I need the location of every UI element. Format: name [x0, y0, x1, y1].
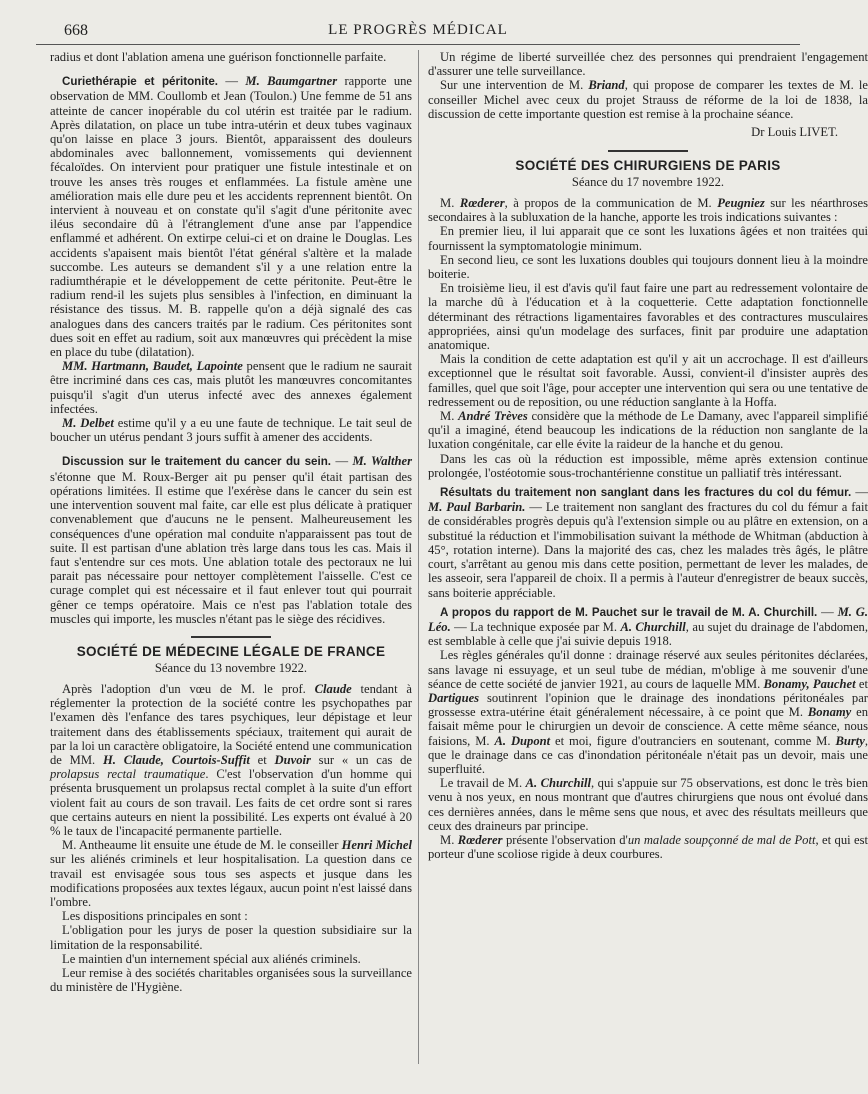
section-title: SOCIÉTÉ DE MÉDECINE LÉGALE DE FRANCE	[76, 643, 386, 659]
author-name: M. Paul Barbarin.	[428, 500, 526, 515]
paragraph-text: M.	[440, 832, 458, 847]
right-column	[428, 50, 868, 1094]
paragraph-text: , qui s'appuie sur 75 observations, est donc le très bien venu à nos yeux, en nous montrant que d'autres chirurgiens que nous ont évolué dans ces dernières années, dans le même sens que nous, et avec des résultats meilleurs que ceux des draineurs par principe.	[428, 776, 868, 833]
author-name: Bonamy, Pauchet	[763, 676, 856, 691]
paragraph-roederer	[428, 196, 868, 224]
paragraph-text: estime qu'il y a eu une faute de technique. Le tait seul de boucher un utérus pendant 3 jours suffit à amener des accidents.	[50, 416, 412, 445]
italic-text: prolapsus rectal traumatique	[50, 767, 206, 782]
author-name: MM. Hartmann, Baudet, Lapointe	[62, 359, 243, 374]
author-name: Burty	[835, 733, 865, 748]
paragraph-regles	[428, 648, 868, 776]
paragraph-hartmann	[50, 359, 412, 416]
page-header	[36, 0, 800, 45]
paragraph: En premier lieu, il lui apparait que ce sont les luxations âgées et non traitées qui fournissent la symptomatologie minimum.	[428, 224, 868, 253]
paragraph-text: en faisait même pour le chirurgien un devoir de conscience. A cette même séance, nous faisions, M.	[428, 705, 868, 748]
section-rule	[608, 150, 688, 152]
paragraph-text: — La technique exposée par M.	[450, 619, 621, 634]
paragraph-text: pensent que le radium ne saurait être incriminé dans ces cas, mais plutôt les manœuvres concomitantes puisqu'il s'agit d'un uterus infecté avec des annexes également infectées.	[50, 359, 412, 416]
paragraph-text: Sur une intervention de M.	[440, 78, 589, 93]
paragraph-text: rapporte une observation de MM. Coullomb et Jean (Toulon.) Une femme de 51 ans atteinte de cancer inopérable du col utérin est traitée par le radium. Après dilatation, on place un tube intra-utérin et deux tubes vaginaux qu'on laisse en place 3 jours. Bientôt, apparaissent des douleurs abdominales avec ballonnement, vomissements qui deviennent fécaloïdes. On intervient pour pratiquer une fistule intestinale et on trouve les anses très rouges et enflammées. La fistule amène une amélioration mais elle dure peu et les accidents reprennent bientôt. On intervient à nouveau et on constate qu'il s'agit d'une péritonite avec iléus secondaire dû à l'étranglement d'une anse par l'appendice enflammé et adhérent. On extirpe celui-ci et on draine le Douglas. Les accidents s'apaisent mais bientôt l'état général s'altère et la malade succombe. Les auteurs se demandent s'il y a une relation entre la radiumthérapie et le développement de cette péritonite. Peut-être le radium rend-il les sujets plus sensibles à l'infection, en diminuant la résistance des tissus. M. B. rappelle qu'on a déjà signalé des cas analogues dans des cancers traités par le radium. Ces péritonites sont dues soit en effet au radium, soit aux manœuvres qui précèdent la mise en place du tube (dilatation).	[50, 74, 413, 360]
paragraph-antheaume	[50, 838, 412, 909]
paragraph-pauchet: A propos du rapport de M. Pauchet sur le travail de M. A. Churchill. — M. G. Léo. — La technique exposée par M. A. Churchill, au sujet du drainage de l'abdomen, est semblable à celle que j'ai suivie depuis 1918.	[428, 604, 868, 649]
paragraph-claude	[50, 682, 412, 838]
author-name: A. Dupont	[494, 733, 551, 748]
paragraph-text: Les règles générales qu'il donne : drainage réservé aux seules péritonites déclarées, sans lavage ni essuyage, et un seul tube de médian, m'oblige à me souvenir d'une séance de cette société de janvier 1921, au cours de laquelle MM.	[428, 648, 868, 691]
paragraph: Mais la condition de cette adaptation est qu'il y ait un accrochage. Il est d'ailleurs exceptionnel que le résultat soit favorable. Aussi, convient-il d'insister auprès des familles, quel que soit l'âge, pour accepter une intervention qui sera ou une tentative de redressement ou de reposition, ou une réduction sanglante à la Hoffa.	[428, 352, 868, 409]
paragraph-text: Le travail de M.	[440, 776, 526, 791]
section-title: SOCIÉTÉ DES CHIRURGIENS DE PARIS	[515, 158, 781, 174]
paragraph-text: , qui propose de comparer les textes de M. le conseiller Michel avec ceux du projet Strauss de réforme de la loi de 1838, la discussion de cette importante question est remise à la prochaine séance.	[428, 78, 868, 121]
paragraph: Les dispositions principales en sont :	[62, 909, 248, 924]
paragraph-text: M. Antheaume lit ensuite une étude de M. le conseiller	[62, 838, 342, 853]
paragraph-text: considère que la méthode de Le Damany, avec l'appareil simplifié qu'il a imaginé, étend beaucoup les indications de la réduction non sanglante de la luxation congénitale, car elle évite la raideur de la hanche et du genou.	[428, 409, 868, 452]
paragraph-text: , que le drainage dans ce cas d'inondation péritonéale n'était pas un devoir, mais une superfluité.	[428, 733, 868, 776]
section-rule	[191, 636, 271, 638]
paragraph-text: sur « un cas de	[310, 752, 413, 767]
author-name: Bonamy	[807, 705, 852, 720]
paragraph: Dans les cas où la réduction est impossible, même après extension continue prolongée, l'ostéotomie sous-trochantérienne constitue un palliatif très intéressant.	[428, 451, 868, 480]
paragraph-lead: Discussion sur le traitement du cancer du sein.	[62, 455, 332, 469]
paragraph-delbet	[50, 416, 412, 444]
paragraph: L'obligation pour les jurys de poser la question subsidiaire sur la limitation de la responsabilité.	[50, 923, 412, 952]
author-name: A. Churchill	[525, 776, 592, 791]
paragraph: radius et dont l'ablation amena une guérison fonctionnelle parfaite.	[50, 50, 387, 64]
paragraph-text: sur les néarthroses secondaires à la subluxation de la hanche, apporte les trois indications suivantes :	[428, 196, 868, 225]
paragraph-travail	[428, 776, 868, 833]
paragraph-text: — Le traitement non sanglant des fractures du col du fémur a fait de considérables progrès depuis qu'à l'extension simple ou au plâtre en extension, on a substitué la réduction et l'immobilisation suivant la méthode de Whitman (abduction à 45°, rotation interne). Dans la majorité des cas, chez les malades très âgés, le plâtre court, s'arrêtant au genou mis dans cette position, permettant de lever les malades, de les asseoir, sera l'appareil de choix. Il a permis à l'auteur d'enregistrer de beaux succès, sans boiterie appréciable.	[428, 500, 868, 600]
author-name: Henri Michel	[341, 838, 412, 853]
author-name: Claude	[314, 681, 352, 696]
paragraph-text: et	[249, 752, 275, 767]
paragraph: Un régime de liberté surveillée chez des personnes qui prendraient l'engagement d'assurer une telle surveillance.	[428, 50, 868, 79]
author-name: Briand	[588, 78, 625, 93]
paragraph-text: , au sujet du drainage de l'abdomen, est semblable à celle que j'ai suivie depuis 1918.	[428, 619, 868, 649]
paragraph: Leur remise à des sociétés charitables organisées sous la surveillance du ministère de l'Hygiène.	[50, 965, 412, 995]
paragraph-text: s'étonne que M. Roux-Berger ait pu penser qu'il était partisan des opérations limitées. Il estime que l'exérèse dans le cancer du sein est une intervention souvent mal faite, car elle est plus délicate à pratiquer convenablement que d'aucuns ne le pensent. Malheureusement les conséquences d'une opération mal conduite n'apparaissent pas tout de suite. Il est partisan d'une ablation très large dans tous les cas. Mais il faut s'entendre sur ces mots. Une ablation totale des pectoraux ne lui parait pas nécessaire pour nettoyer complètement l'aisselle. C'est ce curage complet qui est nécessaire et il faut enlever tout qui pourrait gêner ce temps opératoire. Mais ce n'est pas l'ablation totale des muscles qui importe, les muscles n'étant pas le siège des récidives.	[50, 469, 412, 626]
signature: Dr Louis LIVET.	[751, 125, 838, 140]
section-date: Séance du 13 novembre 1922.	[154, 660, 308, 675]
italic-text: un malade soupçonné de mal de Pott	[627, 832, 816, 847]
author-name: M. G. Léo.	[428, 604, 868, 634]
running-title: LE PROGRÈS MÉDICAL	[328, 22, 508, 38]
paragraph-resultats: Résultats du traitement non sanglant dans les fractures du col du fémur. — M. Paul Barbarin. — Le traitement non sanglant des fractures du col du fémur a fait de considérables progrès depuis qu'à l'extension simple ou au plâtre en extension, on a substitué la réduction et l'immobilisation suivant la méthode de Whitman (abduction à 45°, rotation interne). Dans la majorité des cas, chez les malades très âgés, le plâtre court, s'arrêtant au genou mis dans cette position, permettant de lever les malades, de les asseoir, sera l'appareil de choix. Il a permis à l'auteur d'enregistrer de beaux succès, sans boiterie appréciable.	[428, 485, 868, 600]
left-column	[50, 50, 412, 1094]
paragraph-roederer-2	[428, 833, 868, 861]
page-number: 668	[64, 22, 88, 39]
paragraph-lead: A propos du rapport de M. Pauchet sur le travail de M. A. Churchill.	[440, 605, 818, 619]
author-name: M. Walther	[352, 454, 413, 469]
author-name: Dartigues	[428, 690, 480, 705]
author-name: Rœderer	[459, 196, 505, 211]
paragraph-text: Après l'adoption d'un vœu de M. le prof.	[62, 681, 315, 696]
paragraph-lead: Curiethérapie et péritonite.	[62, 75, 218, 89]
paragraph-text: et moi, figure d'outranciers en soutenant, comme M.	[550, 733, 836, 748]
paragraph-text: , à propos de la communication de M.	[504, 196, 718, 211]
paragraph-curietherapie: Curiethérapie et péritonite. — M. Baumgartner rapporte une observation de MM. Coullomb et Jean (Toulon.) Une femme de 51 ans atteinte de cancer inopérable du col utérin est traitée par le radium. Après dilatation, on place un tube intra-utérin et deux tubes vaginaux qu'on laisse en place 3 jours. Bientôt, apparaissent des douleurs abdominales avec ballonnement, vomissements qui deviennent fécaloïdes. On intervient pour pratiquer une fistule intestinale et on trouve les anses très rouges et enflammées. La fistule amène une amélioration mais elle dure peu et les accidents reprennent bientôt. On intervient à nouveau et on constate qu'il s'agit d'une péritonite avec iléus secondaire dû à l'étranglement d'une anse par l'appendice enflammé et adhérent. On extirpe celui-ci et on draine le Douglas. Les accidents s'apaisent mais bientôt l'état général s'altère et la malade succombe. Les auteurs se demandent s'il y a une relation entre la radiumthérapie et le développement de cette péritonite. Peut-être le radium rend-il les sujets plus sensibles à l'infection, en diminuant la résistance des tissus. M. B. rappelle qu'on a déjà signalé des cas analogues dans des cancers traités par le radium. Ces péritonites sont dues soit en effet au radium, soit aux manœuvres qui précèdent la mise en place du tube (dilatation).	[50, 74, 413, 360]
paragraph: Le maintien d'un internement spécial aux aliénés criminels.	[62, 951, 361, 966]
paragraph-text: présente l'observation d'	[502, 832, 628, 847]
paragraph-text: tendant à réglementer la protection de la société contre les psychopathes par l'examen dès l'enfance des tares psychiques, leur dépistage et leur traitement dans des établissements spéciaux, traitement qui aurait de par la loi un caractère obligatoire, la Société entend une communication de MM.	[50, 681, 412, 767]
author-name: M. Baumgartner	[245, 74, 338, 89]
column-divider	[418, 50, 419, 1064]
paragraph-discussion: Discussion sur le traitement du cancer du sein. — M. Walther s'étonne que M. Roux-Berger ait pu penser qu'il était partisan des opérations limitées. Il estime que l'exérèse dans le cancer du sein est une intervention souvent mal faite, car elle est plus délicate à pratiquer convenablement que d'aucuns ne le pensent. Malheureusement les conséquences d'une opération mal conduite n'apparaissent pas tout de suite. Il est partisan d'une ablation très large dans tous les cas. Mais il faut s'entendre sur ces mots. Une ablation totale des pectoraux ne lui parait pas nécessaire pour nettoyer complètement l'aisselle. C'est ce curage complet qui est nécessaire et il faut enlever tout qui pourrait gêner ce temps opératoire. Mais ce n'est pas l'ablation totale des muscles qui importe, les muscles n'étant pas le siège des récidives.	[50, 454, 413, 626]
paragraph-lead: Résultats du traitement non sanglant dans les fractures du col du fémur.	[440, 486, 852, 500]
paragraph-text: M.	[440, 409, 459, 424]
paragraph: En troisième lieu, il est d'avis qu'il faut faire une part au redressement volontaire de la marche dû à l'éducation et à la coquetterie. Cette adaptation fonctionnelle déterminant des rétractions ligamentaires favorables et des contractures musculaires appropriées, ainsi qu'un modelage des surfaces, finit par produire une adaptation anatomique.	[428, 281, 868, 353]
paragraph-text: , et qui est porteur d'une scoliose rigide à deux courbures.	[428, 832, 868, 862]
section-date: Séance du 17 novembre 1922.	[571, 175, 725, 190]
author-name: André Trèves	[458, 409, 528, 424]
paragraph-text: M.	[440, 196, 460, 211]
author-name: H. Claude, Courtois-Suffit	[102, 752, 250, 767]
author-name: Rœderer	[457, 832, 503, 847]
paragraph-text: . C'est l'observation d'un homme qui présenta brusquement un prolapsus rectal complet à la suite d'un effort violent fait au cours de son travail. Les faits de cet ordre sont si rares que certains auteurs en nient la possibilité. Les experts ont évalué à 20 % le taux de l'incapacité permanente partielle.	[50, 767, 412, 838]
paragraph-text: soutinrent l'opinion que le drainage des inondations péritonéales par grossesse extra-utérine était généralement nécessaire, à ce point que M.	[428, 690, 868, 720]
paragraph-text: sur les aliénés criminels et leur hospitalisation. La question dans ce travail est envisagée sous tous ses aspects et jusque dans les modifications proposées aux textes légaux, aucun point n'est laissé dans l'ombre.	[50, 852, 412, 909]
paragraph: En second lieu, ce sont les luxations doubles qui toujours donnent lieu à la moindre boiterie.	[428, 252, 868, 282]
paragraph-treves	[428, 409, 868, 452]
text-columns	[50, 50, 868, 1094]
author-name: A. Churchill	[620, 619, 686, 634]
paragraph-briand	[428, 78, 868, 121]
author-name: Duvoir	[274, 752, 311, 767]
author-name: Peugniez	[717, 196, 765, 211]
paragraph-text: et	[855, 676, 868, 691]
author-name: M. Delbet	[62, 416, 114, 431]
